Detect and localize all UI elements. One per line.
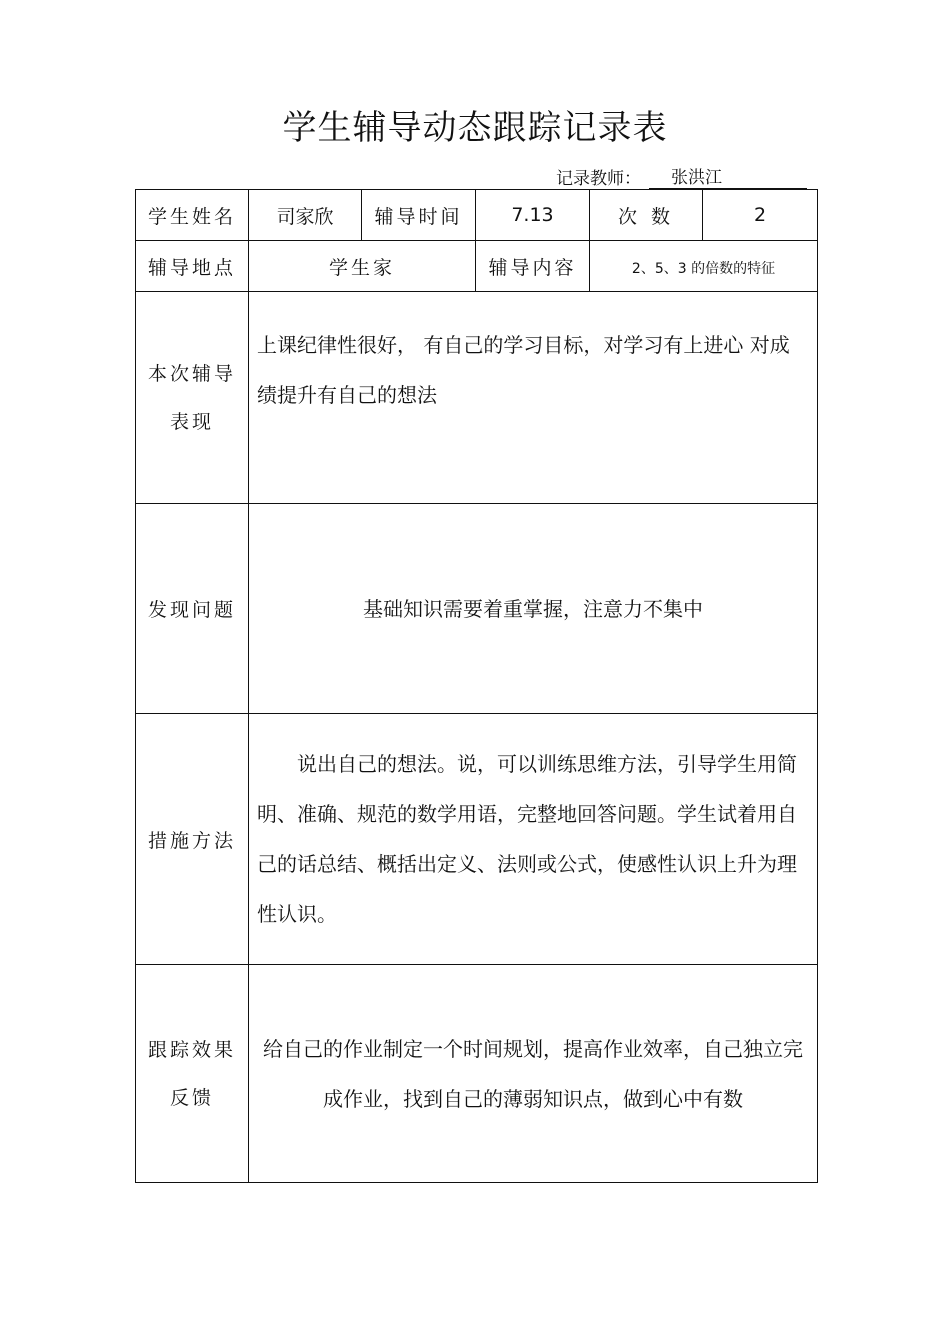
table-row (136, 965, 818, 1183)
measures-text: 说出自己的想法。说，可以训练思维方法，引导学生用简明、准确、规范的数学用语，完整地回答问题。学生试着用自己的话总结、概括出定义、法则或公式，使感性认识上升为理性认识。 (249, 714, 818, 965)
student-name-label: 学生姓名 (136, 190, 249, 241)
table-row (136, 714, 818, 965)
table-row (136, 504, 818, 714)
page-title: 学生辅导动态跟踪记录表 (282, 108, 668, 148)
performance-label-line1: 本次辅导 (147, 362, 236, 385)
recorder-name: 张洪江 (649, 163, 807, 189)
student-name-value: 司家欣 (249, 190, 362, 241)
table-row (136, 241, 818, 292)
tutoring-location-label: 辅导地点 (136, 241, 249, 292)
feedback-label-line2: 反馈 (169, 1086, 214, 1109)
tutoring-content-label: 辅导内容 (476, 241, 590, 292)
performance-label (136, 292, 249, 504)
session-count-value: 2 (703, 190, 818, 241)
feedback-label (136, 965, 249, 1183)
tutoring-time-value: 7.13 (476, 190, 590, 241)
session-count-label: 次 数 (590, 190, 703, 241)
problems-label: 发现问题 (136, 504, 249, 714)
problems-text: 基础知识需要着重掌握，注意力不集中 (249, 504, 818, 714)
tutoring-time-label: 辅导时间 (362, 190, 476, 241)
table-row (136, 190, 818, 241)
performance-label-line2: 表现 (169, 410, 214, 433)
feedback-label-line1: 跟踪效果 (147, 1038, 236, 1061)
recorder-label: 记录教师： (556, 169, 641, 189)
performance-text: 上课纪律性很好， 有自己的学习目标，对学习有上进心 对成绩提升有自己的想法 (249, 292, 818, 504)
measures-label: 措施方法 (136, 714, 249, 965)
feedback-text: 给自己的作业制定一个时间规划，提高作业效率，自己独立完成作业，找到自己的薄弱知识点，做到心中有数 (249, 965, 818, 1183)
recorder-line (556, 163, 807, 189)
table-row (136, 292, 818, 504)
tutoring-content-value: 2、5、3 的倍数的特征 (590, 241, 818, 292)
record-table (135, 189, 818, 1183)
tutoring-location-value: 学生家 (249, 241, 476, 292)
